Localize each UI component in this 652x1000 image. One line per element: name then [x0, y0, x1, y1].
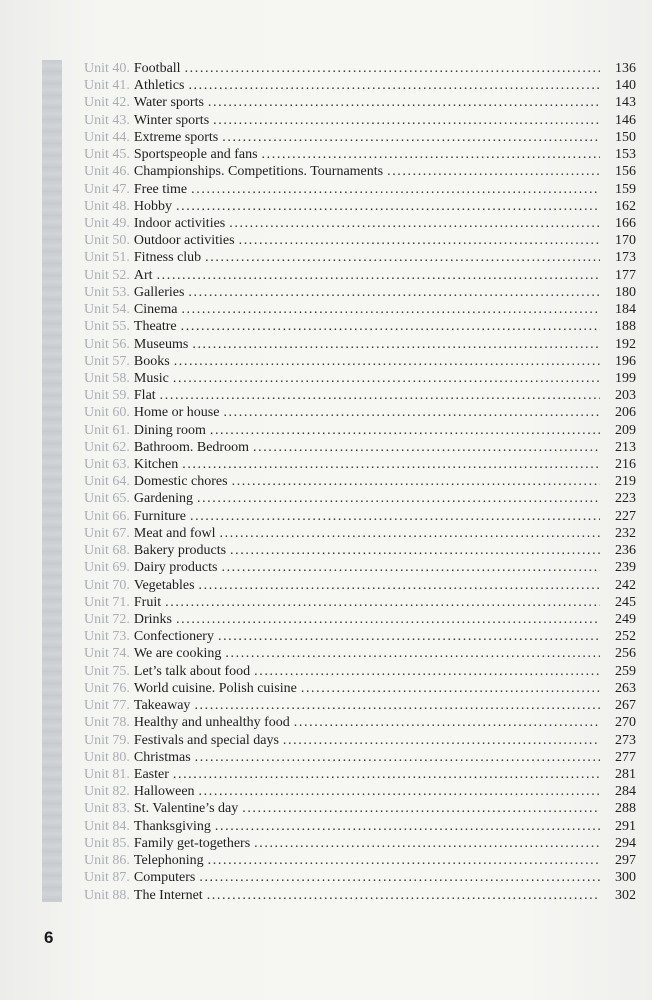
toc-leader-dots	[185, 60, 600, 77]
toc-unit-separator: .	[126, 457, 130, 473]
toc-entry[interactable]	[84, 215, 636, 232]
toc-page-number: 219	[615, 474, 636, 490]
toc-entry-title: Family get-togethers	[133, 835, 251, 851]
toc-unit-label: Unit 65	[84, 491, 127, 507]
toc-entry-title: We are cooking	[133, 646, 222, 662]
toc-unit-label: Unit 47	[84, 181, 127, 197]
toc-entry[interactable]	[84, 404, 636, 421]
toc-entry[interactable]	[84, 783, 636, 800]
toc-page-number: 206	[615, 405, 636, 421]
toc-entry-title: Furniture	[133, 508, 186, 524]
toc-unit-separator: .	[126, 353, 130, 369]
toc-leader-dots	[220, 525, 600, 542]
toc-unit-label: Unit 66	[84, 508, 127, 524]
toc-unit-separator: .	[126, 766, 130, 782]
toc-leader-dots	[176, 611, 600, 628]
toc-unit-separator: .	[126, 95, 130, 111]
toc-page-number: 273	[615, 732, 636, 748]
toc-entry-title: Football	[133, 61, 181, 76]
toc-entry[interactable]	[84, 852, 636, 869]
toc-entry-title: Galleries	[133, 284, 185, 300]
toc-page-number: 153	[615, 147, 636, 163]
toc-leader-dots	[239, 232, 600, 249]
toc-leader-dots	[199, 869, 600, 886]
toc-unit-label: Unit 73	[84, 629, 127, 645]
toc-leader-dots	[192, 336, 600, 353]
toc-entry[interactable]	[84, 267, 636, 284]
toc-page-number: 267	[615, 698, 636, 714]
toc-entry[interactable]	[84, 887, 636, 904]
toc-unit-label: Unit 75	[84, 663, 127, 679]
toc-entry-title: Outdoor activities	[133, 233, 235, 249]
toc-page-number: 140	[615, 78, 636, 94]
toc-entry-title: St. Valentine’s day	[133, 801, 239, 817]
toc-unit-label: Unit 88	[84, 887, 127, 903]
toc-leader-dots	[223, 404, 600, 421]
toc-page-number: 232	[615, 525, 636, 541]
toc-unit-label: Unit 48	[84, 198, 127, 214]
toc-unit-separator: .	[126, 422, 130, 438]
toc-unit-separator: .	[126, 78, 130, 94]
toc-leader-dots	[301, 680, 600, 697]
toc-entry[interactable]	[84, 732, 636, 749]
toc-page-number: 277	[615, 749, 636, 765]
toc-unit-separator: .	[126, 61, 130, 76]
toc-page-number: 288	[615, 801, 636, 817]
toc-entry[interactable]	[84, 422, 636, 439]
toc-entry-title: Telephoning	[133, 853, 204, 869]
toc-unit-separator: .	[126, 336, 130, 352]
toc-page-number: 249	[615, 612, 636, 627]
toc-entry-title: Flat	[133, 388, 156, 404]
side-band	[42, 60, 62, 902]
toc-leader-dots	[182, 456, 600, 473]
toc-entry-title: Confectionery	[133, 629, 214, 645]
toc-page-number: 136	[615, 61, 636, 76]
toc-unit-separator: .	[126, 233, 130, 249]
toc-unit-separator: .	[126, 594, 130, 610]
toc-page-number: 236	[615, 543, 636, 559]
toc-unit-label: Unit 62	[84, 439, 127, 455]
toc-leader-dots	[213, 112, 600, 129]
toc-leader-dots	[174, 353, 600, 370]
toc-unit-separator: .	[126, 887, 130, 903]
toc-unit-separator: .	[126, 112, 130, 128]
toc-unit-label: Unit 70	[84, 577, 127, 593]
toc-unit-separator: .	[126, 577, 130, 593]
toc-leader-dots	[173, 370, 600, 387]
toc-leader-dots	[188, 284, 600, 301]
toc-entry-title: Free time	[133, 181, 188, 197]
toc-entry[interactable]	[84, 628, 636, 645]
toc-entry-title: Hobby	[133, 198, 173, 214]
toc-page-number: 252	[615, 629, 636, 645]
toc-leader-dots	[199, 577, 600, 594]
toc-page-number: 170	[615, 233, 636, 249]
toc-leader-dots	[215, 818, 600, 835]
toc-unit-label: Unit 51	[84, 250, 127, 266]
toc-page-number: 196	[615, 353, 636, 369]
toc-leader-dots	[253, 439, 600, 456]
toc-entry-title: Indoor activities	[133, 215, 226, 231]
toc-entry[interactable]	[84, 112, 636, 129]
toc-entry[interactable]	[84, 232, 636, 249]
toc-unit-label: Unit 74	[84, 646, 127, 662]
toc-leader-dots	[242, 800, 600, 817]
toc-unit-separator: .	[126, 181, 130, 197]
toc-leader-dots	[254, 835, 600, 852]
toc-entry-title: Gardening	[133, 491, 193, 507]
toc-leader-dots	[230, 542, 600, 559]
toc-entry-title: Winter sports	[133, 112, 210, 128]
toc-entry-title: Easter	[133, 766, 169, 782]
toc-entry[interactable]	[84, 249, 636, 266]
toc-entry-title: Vegetables	[133, 577, 195, 593]
toc-page-number: 256	[615, 646, 636, 662]
toc-entry[interactable]	[84, 525, 636, 542]
toc-leader-dots	[188, 77, 600, 94]
toc-unit-label: Unit 42	[84, 95, 127, 111]
toc-entry[interactable]	[84, 559, 636, 576]
toc-unit-separator: .	[126, 680, 130, 696]
toc-unit-label: Unit 67	[84, 525, 127, 541]
toc-entry-title: Museums	[133, 336, 189, 352]
toc-entry-title: Healthy and unhealthy food	[133, 715, 290, 731]
toc-unit-label: Unit 63	[84, 457, 127, 473]
toc-leader-dots	[254, 663, 600, 680]
toc-entry[interactable]	[84, 714, 636, 731]
toc-unit-separator: .	[126, 439, 130, 455]
toc-unit-label: Unit 68	[84, 543, 127, 559]
toc-page-number: 159	[615, 181, 636, 197]
toc-page-number: 245	[615, 594, 636, 610]
toc-entry-title: Sportspeople and fans	[133, 147, 258, 163]
toc-leader-dots	[218, 628, 600, 645]
toc-unit-label: Unit 79	[84, 732, 127, 748]
toc-unit-separator: .	[126, 284, 130, 300]
toc-entry[interactable]	[84, 129, 636, 146]
toc-entry-title: Takeaway	[133, 698, 191, 714]
toc-unit-label: Unit 85	[84, 835, 127, 851]
toc-page-number: 177	[615, 267, 636, 283]
toc-unit-label: Unit 61	[84, 422, 127, 438]
toc-unit-separator: .	[126, 491, 130, 507]
toc-unit-separator: .	[126, 164, 130, 180]
toc-entry[interactable]	[84, 835, 636, 852]
toc-entry-title: Home or house	[133, 405, 220, 421]
toc-entry-title: Fitness club	[133, 250, 202, 266]
toc-unit-label: Unit 81	[84, 766, 127, 782]
toc-entry[interactable]	[84, 353, 636, 370]
toc-leader-dots	[225, 645, 600, 662]
toc-entry[interactable]	[84, 77, 636, 94]
toc-unit-separator: .	[126, 698, 130, 714]
toc-entry[interactable]	[84, 163, 636, 180]
toc-unit-label: Unit 44	[84, 129, 127, 145]
toc-leader-dots	[199, 783, 600, 800]
toc-entry[interactable]	[84, 800, 636, 817]
toc-unit-label: Unit 84	[84, 818, 127, 834]
toc-page-number: 242	[615, 577, 636, 593]
toc-unit-separator: .	[126, 749, 130, 765]
toc-unit-label: Unit 59	[84, 388, 127, 404]
toc-leader-dots	[181, 301, 600, 318]
toc-entry-title: Art	[133, 267, 153, 283]
toc-unit-separator: .	[126, 319, 130, 335]
toc-unit-label: Unit 60	[84, 405, 127, 421]
toc-entry[interactable]	[84, 594, 636, 611]
toc-page-number: 227	[615, 508, 636, 524]
toc-page-number: 166	[615, 215, 636, 231]
toc-unit-separator: .	[126, 508, 130, 524]
toc-leader-dots	[262, 146, 600, 163]
toc-page-number: 291	[615, 818, 636, 834]
toc-entry-title: World cuisine. Polish cuisine	[133, 680, 297, 696]
toc-leader-dots	[165, 594, 600, 611]
toc-entry[interactable]	[84, 577, 636, 594]
toc-entry-title: Christmas	[133, 749, 191, 765]
toc-entry[interactable]	[84, 301, 636, 318]
toc-entry[interactable]	[84, 473, 636, 490]
toc-page-number: 209	[615, 422, 636, 438]
toc-page-number: 281	[615, 766, 636, 782]
toc-unit-label: Unit 72	[84, 612, 127, 627]
toc-unit-label: Unit 54	[84, 302, 127, 318]
toc-unit-label: Unit 86	[84, 853, 127, 869]
toc-entry-title: Meat and fowl	[133, 525, 216, 541]
toc-unit-separator: .	[126, 198, 130, 214]
toc-unit-separator: .	[126, 147, 130, 163]
toc-leader-dots	[208, 94, 600, 111]
toc-entry[interactable]	[84, 869, 636, 886]
toc-unit-label: Unit 80	[84, 749, 127, 765]
toc-leader-dots	[173, 766, 600, 783]
toc-entry[interactable]	[84, 508, 636, 525]
toc-unit-separator: .	[126, 715, 130, 731]
toc-unit-separator: .	[126, 474, 130, 490]
toc-unit-label: Unit 49	[84, 215, 127, 231]
toc-leader-dots	[229, 215, 600, 232]
toc-entry-title: Extreme sports	[133, 129, 219, 145]
toc-entry[interactable]	[84, 181, 636, 198]
toc-entry-title: Dining room	[133, 422, 206, 438]
toc-page-number: 263	[615, 680, 636, 696]
toc-page-number: 188	[615, 319, 636, 335]
toc-page-number: 239	[615, 560, 636, 576]
toc-entry-title: Drinks	[133, 612, 173, 627]
toc-entry-title: Theatre	[133, 319, 177, 335]
toc-unit-separator: .	[126, 560, 130, 576]
toc-unit-separator: .	[126, 370, 130, 386]
toc-unit-label: Unit 82	[84, 784, 127, 800]
toc-entry-title: Thanksgiving	[133, 818, 211, 834]
toc-page-number: 143	[615, 95, 636, 111]
toc-entry-title: Kitchen	[133, 457, 179, 473]
toc-page-number: 294	[615, 835, 636, 851]
toc-leader-dots	[176, 198, 600, 215]
toc-page-number: 199	[615, 370, 636, 386]
toc-entry[interactable]	[84, 542, 636, 559]
toc-unit-label: Unit 40	[84, 61, 127, 76]
toc-unit-label: Unit 43	[84, 112, 127, 128]
toc-entry[interactable]	[84, 146, 636, 163]
toc-unit-label: Unit 41	[84, 78, 127, 94]
toc-unit-label: Unit 56	[84, 336, 127, 352]
toc-entry[interactable]	[84, 645, 636, 662]
toc-unit-label: Unit 78	[84, 715, 127, 731]
toc-entry-title: Dairy products	[133, 560, 218, 576]
toc-unit-label: Unit 46	[84, 164, 127, 180]
toc-entry[interactable]	[84, 439, 636, 456]
toc-page-number: 156	[615, 164, 636, 180]
toc-unit-separator: .	[126, 629, 130, 645]
toc-leader-dots	[157, 267, 600, 284]
toc-page-number: 180	[615, 284, 636, 300]
toc-entry[interactable]	[84, 336, 636, 353]
toc-entry[interactable]	[84, 697, 636, 714]
page-number: 6	[44, 928, 54, 947]
toc-leader-dots	[181, 318, 600, 335]
toc-unit-label: Unit 52	[84, 267, 127, 283]
toc-unit-label: Unit 45	[84, 147, 127, 163]
toc-unit-separator: .	[126, 818, 130, 834]
toc-page-number: 297	[615, 853, 636, 869]
toc-entry-title: Music	[133, 370, 169, 386]
toc-page-number: 223	[615, 491, 636, 507]
toc-entry-title: Domestic chores	[133, 474, 228, 490]
toc-unit-label: Unit 87	[84, 870, 127, 886]
toc-page-number: 146	[615, 112, 636, 128]
toc-unit-separator: .	[126, 525, 130, 541]
toc-entry-title: Bakery products	[133, 543, 227, 559]
toc-leader-dots	[194, 697, 600, 714]
toc-entry[interactable]	[84, 766, 636, 783]
toc-entry-title: Books	[133, 353, 170, 369]
toc-unit-separator: .	[126, 543, 130, 559]
toc-entry[interactable]	[84, 318, 636, 335]
toc-unit-label: Unit 77	[84, 698, 127, 714]
toc-leader-dots	[190, 508, 600, 525]
toc-page-number: 213	[615, 439, 636, 455]
toc-unit-separator: .	[126, 215, 130, 231]
toc-entry-title: Halloween	[133, 784, 195, 800]
toc-page-number: 162	[615, 198, 636, 214]
toc-unit-label: Unit 64	[84, 474, 127, 490]
toc-unit-separator: .	[126, 663, 130, 679]
toc-entry[interactable]	[84, 611, 636, 628]
toc-leader-dots	[205, 249, 600, 266]
toc-leader-dots	[195, 749, 600, 766]
toc-unit-separator: .	[126, 646, 130, 662]
toc-page-number: 300	[615, 870, 636, 886]
toc-page-number: 192	[615, 336, 636, 352]
toc-entry-title: Let’s talk about food	[133, 663, 251, 679]
toc-entry-title: The Internet	[133, 887, 203, 903]
toc-entry[interactable]	[84, 490, 636, 507]
toc-leader-dots	[210, 422, 600, 439]
toc-unit-separator: .	[126, 405, 130, 421]
toc-page-number: 173	[615, 250, 636, 266]
toc-leader-dots	[294, 714, 600, 731]
toc-unit-separator: .	[126, 784, 130, 800]
toc-entry-title: Computers	[133, 870, 196, 886]
toc-leader-dots	[191, 181, 600, 198]
toc-leader-dots	[222, 129, 600, 146]
toc-unit-separator: .	[126, 835, 130, 851]
toc-page-number: 203	[615, 388, 636, 404]
toc-unit-label: Unit 50	[84, 233, 127, 249]
toc-leader-dots	[208, 852, 600, 869]
toc-unit-label: Unit 55	[84, 319, 127, 335]
toc-unit-separator: .	[126, 732, 130, 748]
table-of-contents	[84, 60, 636, 904]
toc-entry-title: Athletics	[133, 78, 185, 94]
toc-entry-title: Championships. Competitions. Tournaments	[133, 164, 384, 180]
toc-leader-dots	[387, 163, 600, 180]
toc-leader-dots	[232, 473, 600, 490]
toc-page-number: 259	[615, 663, 636, 679]
toc-leader-dots	[221, 559, 600, 576]
toc-page-number: 270	[615, 715, 636, 731]
toc-entry[interactable]	[84, 60, 636, 77]
toc-entry[interactable]	[84, 370, 636, 387]
toc-leader-dots	[283, 732, 600, 749]
toc-unit-separator: .	[126, 267, 130, 283]
toc-entry-title: Water sports	[133, 95, 204, 111]
toc-entry[interactable]	[84, 387, 636, 404]
toc-entry-title: Festivals and special days	[133, 732, 279, 748]
toc-unit-separator: .	[126, 129, 130, 145]
toc-unit-separator: .	[126, 870, 130, 886]
toc-entry[interactable]	[84, 818, 636, 835]
toc-entry[interactable]	[84, 749, 636, 766]
toc-unit-separator: .	[126, 388, 130, 404]
toc-unit-separator: .	[126, 612, 130, 627]
toc-leader-dots	[207, 887, 600, 904]
toc-page-number: 150	[615, 129, 636, 145]
toc-unit-label: Unit 57	[84, 353, 127, 369]
toc-unit-separator: .	[126, 302, 130, 318]
toc-unit-label: Unit 58	[84, 370, 127, 386]
toc-unit-label: Unit 69	[84, 560, 127, 576]
toc-unit-label: Unit 76	[84, 680, 127, 696]
toc-entry[interactable]	[84, 680, 636, 697]
toc-unit-label: Unit 53	[84, 284, 127, 300]
toc-unit-separator: .	[126, 250, 130, 266]
toc-entry-title: Fruit	[133, 594, 162, 610]
toc-unit-label: Unit 71	[84, 594, 127, 610]
toc-entry-title: Bathroom. Bedroom	[133, 439, 249, 455]
toc-entry[interactable]	[84, 663, 636, 680]
toc-entry[interactable]	[84, 284, 636, 301]
toc-entry[interactable]	[84, 94, 636, 111]
toc-page-number: 302	[615, 887, 636, 903]
toc-unit-label: Unit 83	[84, 801, 127, 817]
toc-entry-title: Cinema	[133, 302, 178, 318]
toc-unit-separator: .	[126, 853, 130, 869]
toc-leader-dots	[197, 490, 600, 507]
toc-leader-dots	[160, 387, 600, 404]
toc-page-number: 284	[615, 784, 636, 800]
toc-page-number: 216	[615, 457, 636, 473]
toc-entry[interactable]	[84, 456, 636, 473]
toc-entry[interactable]	[84, 198, 636, 215]
toc-page-number: 184	[615, 302, 636, 318]
toc-unit-separator: .	[126, 801, 130, 817]
